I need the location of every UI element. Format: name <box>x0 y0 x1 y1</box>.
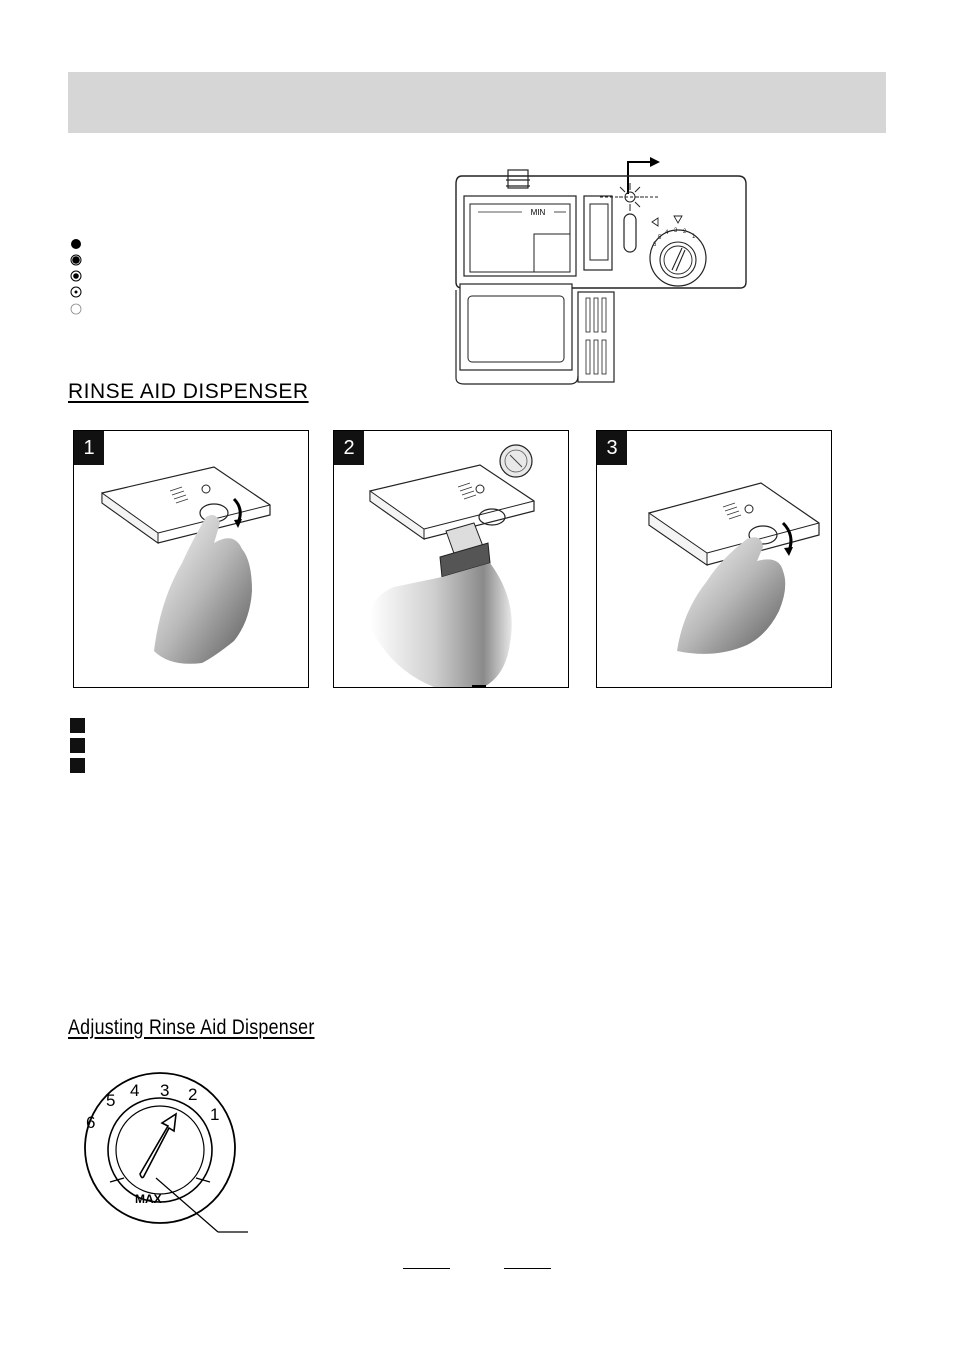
svg-text:1: 1 <box>692 234 696 240</box>
header-band <box>68 72 886 133</box>
adjustment-dial <box>70 1068 260 1238</box>
step-2-panel <box>333 430 569 688</box>
svg-text:3: 3 <box>674 228 678 234</box>
bottle-tip-mark <box>472 685 486 688</box>
indicator-half-icon <box>70 270 82 282</box>
step-3-bullet <box>70 758 85 773</box>
step-2-bullet <box>70 738 85 753</box>
indicator-quarter-icon <box>70 286 82 298</box>
step-2-badge: 2 <box>334 431 364 465</box>
step-1-badge: 1 <box>74 431 104 465</box>
dial-number-4: 4 <box>130 1081 140 1100</box>
dial-number-3: 3 <box>160 1081 170 1100</box>
svg-text:4: 4 <box>665 230 669 236</box>
step-2-illustration <box>334 431 568 687</box>
step-3-badge: 3 <box>597 431 627 465</box>
min-label: MIN <box>530 208 546 217</box>
svg-text:2: 2 <box>683 229 687 235</box>
step-3-panel <box>596 430 832 688</box>
dial-number-1: 1 <box>210 1105 220 1124</box>
blank-line-2 <box>504 1268 551 1269</box>
dial-number-6: 6 <box>86 1113 96 1132</box>
rinse-aid-heading: RINSE AID DISPENSER <box>68 380 309 403</box>
step-1-panel <box>73 430 309 688</box>
step-1-bullet <box>70 718 85 733</box>
blank-line-1 <box>403 1268 450 1269</box>
step-3-illustration <box>597 431 831 687</box>
step-1-illustration <box>74 431 308 687</box>
svg-text:5: 5 <box>658 235 662 241</box>
dial-max-label: MAX <box>135 1192 162 1206</box>
indicator-full-icon <box>70 238 82 250</box>
adjusting-heading: Adjusting Rinse Aid Dispenser <box>68 1016 315 1039</box>
dial-number-5: 5 <box>106 1091 116 1110</box>
dispenser-diagram <box>450 150 750 386</box>
dial-number-2: 2 <box>188 1085 198 1104</box>
svg-text:6: 6 <box>653 242 657 248</box>
indicator-three-quarter-icon <box>70 254 82 266</box>
indicator-empty-icon <box>70 303 82 315</box>
